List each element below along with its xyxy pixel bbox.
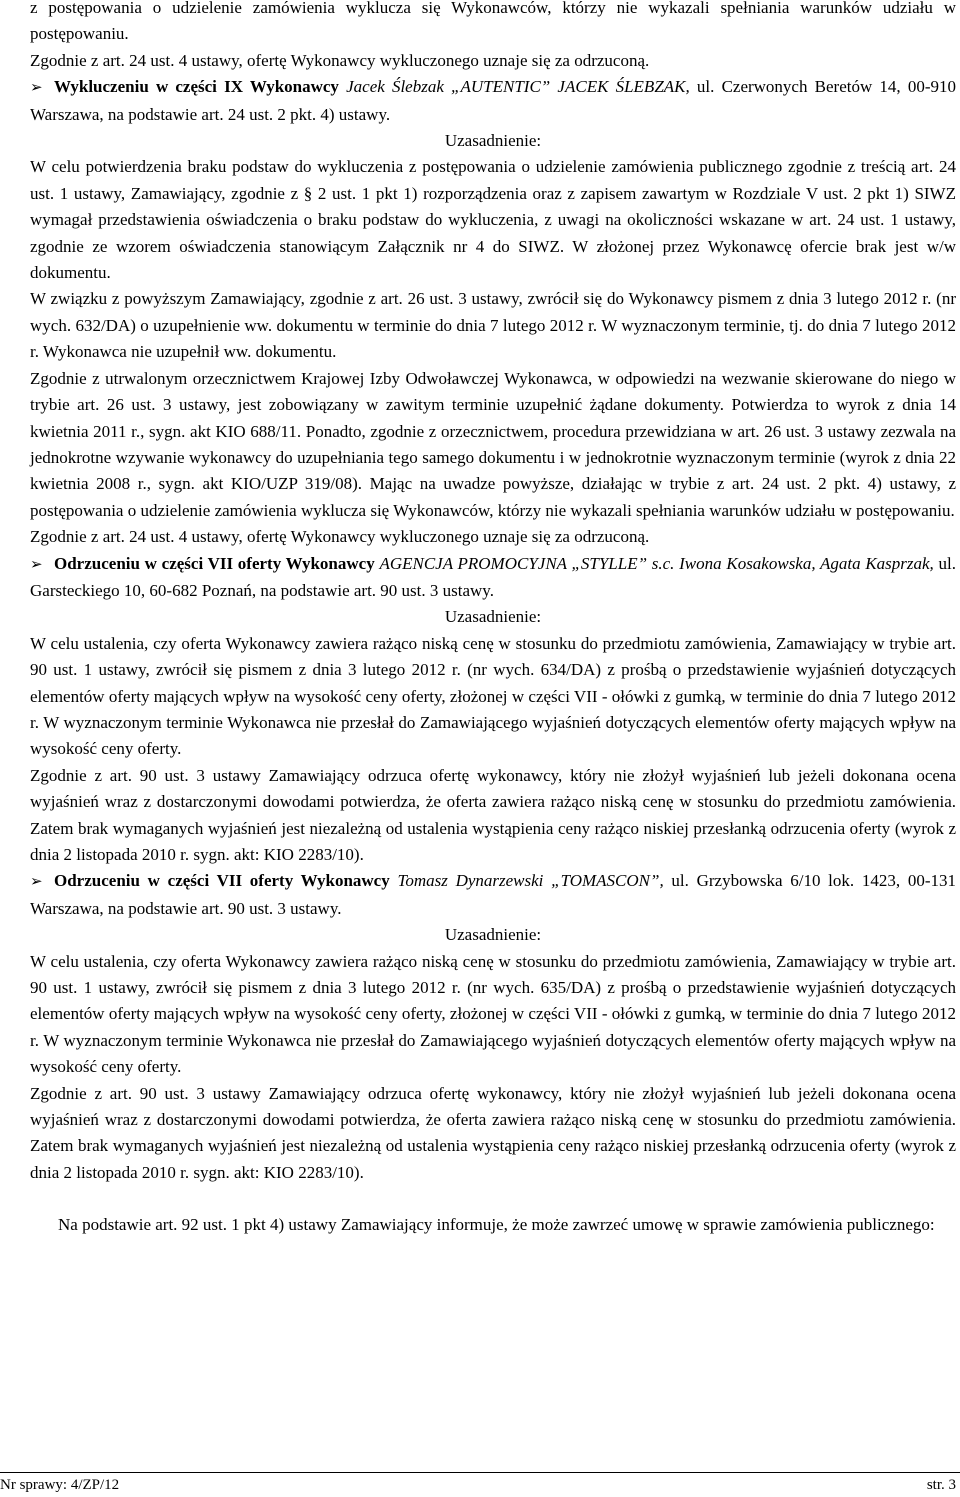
item-detail: ul. Grzybowska 6/10 lok. 1423, 00-131 Warszawa, na podstawie art. 90 ust. 3 ustawy. — [30, 871, 957, 918]
justification-heading: Uzasadnienie: — [444, 131, 542, 151]
item-detail: ul. Garsteckiego 10, 60-682 Poznań, na podstawie art. 90 ust. 3 ustawy. — [30, 553, 957, 600]
rejection-item-tomascon — [30, 868, 956, 922]
contractor-name: Jacek Ślebzak „AUTENTIC” JACEK ŚLEBZAK, — [346, 77, 690, 97]
paragraph: W celu ustalenia, czy oferta Wykonawcy zawiera rażąco niską cenę w stosunku do przedmiotu zamówienia, Zamawiający w trybie art. 90 ust. 1 ustawy, zwrócił się pismem z dnia 3 lutego 2012 r. (nr wych. 635/DA) z prośbą o przedstawienie wyjaśnień dotyczących elementów oferty mających wpływ na wysokość ceny oferty, złożonej w części VII - ołówki z gumką, w terminie do dnia 7 lutego 2012 r. W wyznaczonym terminie Wykonawca nie przesłał do Zamawiającego wyjaśnień dotyczących elementów oferty mających wpływ na wysokość ceny oferty. — [30, 951, 956, 1077]
arrow-bullet-icon: ➢ — [30, 874, 43, 891]
spacer — [30, 1186, 956, 1212]
paragraph: W celu potwierdzenia braku podstaw do wykluczenia z postępowania o udzielenie zamówienia publicznego zgodnie z treścią art. 24 ust. 1 ustawy, Zamawiający, zgodnie z § 2 ust. 1 pkt 1) rozporządzenia oraz z zapisem zawartym w Rozdziale V ust. 2 pkt 1) SIWZ wymagał przedstawienia oświadczenia o braku podstaw do wykluczenia, z uwagi na okoliczności wskazane w art. 24 ust. 1 ustawy, zgodnie ze wzorem oświadczenia stanowiącym Załącznik nr 4 do SIWZ. W złożonej przez Wykonawcę ofercie brak jest w/w dokumentu. — [30, 157, 956, 283]
item-heading: Odrzuceniu w części VII oferty Wykonawcy — [54, 871, 390, 891]
contractor-name: Tomasz Dynarzewski „TOMASCON”, — [397, 871, 664, 891]
arrow-bullet-icon: ➢ — [30, 80, 43, 97]
paragraph: Zgodnie z art. 24 ust. 4 ustawy, ofertę Wykonawcy wykluczonego uznaje się za odrzuconą. — [30, 50, 650, 70]
paragraph: z postępowania o udzielenie zamówienia wyklucza się Wykonawców, którzy nie wykazali spełniania warunków udziału w postępowaniu. — [30, 0, 956, 44]
page-footer — [0, 1472, 960, 1495]
document-body — [30, 0, 956, 1239]
exclusion-item-ix — [30, 74, 956, 128]
item-heading: Odrzuceniu w części VII oferty Wykonawcy — [54, 553, 375, 573]
arrow-bullet-icon: ➢ — [30, 556, 43, 573]
item-detail: ul. Czerwonych Beretów 14, 00-910 Warszawa, na podstawie art. 24 ust. 2 pkt. 4) ustawy. — [30, 77, 956, 124]
paragraph: W celu ustalenia, czy oferta Wykonawcy zawiera rażąco niską cenę w stosunku do przedmiotu zamówienia, Zamawiający w trybie art. 90 ust. 1 ustawy, zwrócił się pismem z dnia 3 lutego 2012 r. (nr wych. 634/DA) z prośbą o przedstawienie wyjaśnień dotyczących elementów oferty mających wpływ na wysokość ceny oferty, złożonej w części VII - ołówki z gumką, w terminie do dnia 7 lutego 2012 r. W wyznaczonym terminie Wykonawca nie przesłał do Zamawiającego wyjaśnień dotyczących elementów oferty mających wpływ na wysokość ceny oferty. — [30, 633, 956, 759]
case-number: Nr sprawy: 4/ZP/12 — [0, 1477, 120, 1493]
contractor-name: AGENCJA PROMOCYJNA „STYLLE” s.c. Iwona Kosakowska, Agata Kasprzak, — [379, 553, 934, 573]
paragraph: Zgodnie z art. 90 ust. 3 ustawy Zamawiający odrzuca ofertę wykonawcy, który nie złożył wyjaśnień lub jeżeli dokonana ocena wyjaśnień wraz z dostarczonymi dowodami potwierdza, że oferta zawiera rażąco niską cenę w stosunku do przedmiotu zamówienia. Zatem brak wymaganych wyjaśnień jest niezależną od ustalenia wystąpienia ceny rażąco niskiej przesłanką odrzucenia oferty (wyrok z dnia 2 listopada 2010 r. sygn. akt: KIO 2283/10). — [30, 765, 956, 864]
paragraph: Zgodnie z art. 90 ust. 3 ustawy Zamawiający odrzuca ofertę wykonawcy, który nie złożył wyjaśnień lub jeżeli dokonana ocena wyjaśnień wraz z dostarczonymi dowodami potwierdza, że oferta zawiera rażąco niską cenę w stosunku do przedmiotu zamówienia. Zatem brak wymaganych wyjaśnień jest niezależną od ustalenia wystąpienia ceny rażąco niskiej przesłanką odrzucenia oferty (wyrok z dnia 2 listopada 2010 r. sygn. akt: KIO 2283/10). — [30, 1083, 956, 1182]
closing-paragraph: Na podstawie art. 92 ust. 1 pkt 4) ustawy Zamawiający informuje, że może zawrzeć umowę w sprawie zamówienia publicznego: — [58, 1215, 935, 1235]
item-heading: Wykluczeniu w części IX Wykonawcy — [54, 77, 339, 97]
paragraph: Zgodnie z art. 24 ust. 4 ustawy, ofertę Wykonawcy wykluczonego uznaje się za odrzuconą. — [30, 527, 650, 547]
rejection-item-stylle — [30, 551, 956, 605]
paragraph: Zgodnie z utrwalonym orzecznictwem Krajowej Izby Odwoławczej Wykonawca, w odpowiedzi na wezwanie skierowane do niego w trybie art. 26 ust. 3 ustawy, jest zobowiązany w zawitym terminie uzupełnić żądane dokumenty. Potwierdza to wyrok z dnia 14 kwietnia 2011 r., sygn. akt KIO 688/11. Ponadto, zgodnie z orzecznictwem, procedura przewidziana w art. 26 ust. 3 ustawy zezwala na jednokrotne wzywanie wykonawcy do uzupełniania tego samego dokumentu i w jednokrotnie wyznaczonym terminie (wyrok z dnia 22 kwietnia 2008 r., sygn. akt KIO/UZP 319/08). Mając na uwadze powyższe, działając w trybie z art. 24 ust. 2 pkt. 4) ustawy, z postępowania o udzielenie zamówienia wyklucza się Wykonawców, którzy nie wykazali spełniania warunków udziału w postępowaniu. — [30, 368, 956, 520]
page-number: str. 3 — [926, 1477, 956, 1493]
justification-heading: Uzasadnienie: — [444, 925, 542, 945]
paragraph: W związku z powyższym Zamawiający, zgodnie z art. 26 ust. 3 ustawy, zwrócił się do Wykonawcy pismem z dnia 3 lutego 2012 r. (nr wych. 632/DA) o uzupełnienie ww. dokumentu w terminie do dnia 7 lutego 2012 r. W wyznaczonym terminie, tj. do dnia 7 lutego 2012 r. Wykonawca nie uzupełnił ww. dokumentu. — [30, 289, 956, 362]
justification-heading: Uzasadnienie: — [444, 607, 542, 627]
